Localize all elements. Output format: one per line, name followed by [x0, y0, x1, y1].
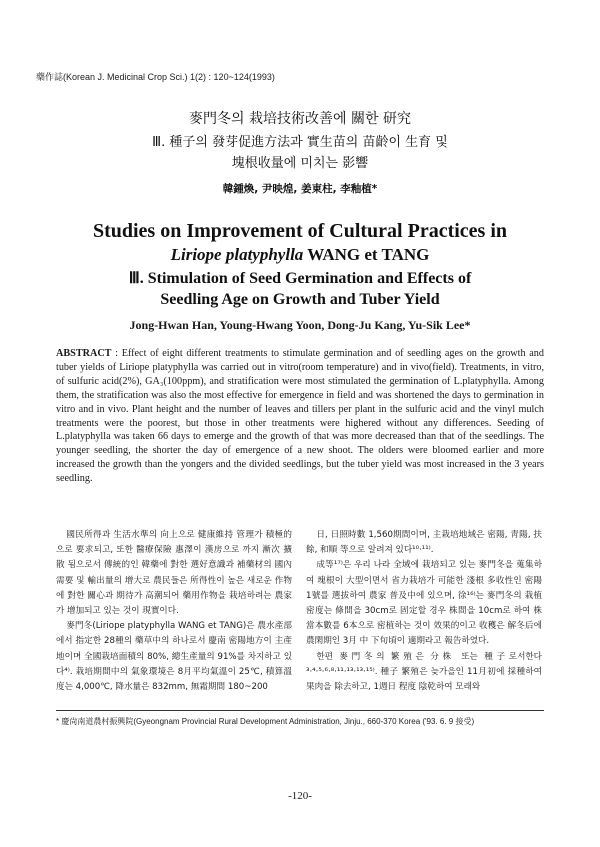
english-authors: Jong-Hwan Han, Young-Hwang Yoon, Dong-Ju Kang, Yu-Sik Lee*	[129, 318, 471, 332]
page-number: -120-	[288, 790, 312, 802]
journal-header: 藥作誌(Korean J. Medicinal Crop Sci.) 1(2) : 120~124(1993)	[36, 72, 275, 82]
english-title-line4: Seedling Age on Growth and Tuber Yield	[160, 291, 440, 308]
korean-authors: 韓鍾煥, 尹映煌, 姜東柱, 李釉植*	[222, 183, 378, 195]
body-paragraph: 麥門冬(Liriope platyphylla WANG et TANG)은 農水產部에서 指定한 28種의 藥草中의 하나로서 慶南 密陽地方이 主產地이며 全國栽培面積의 80%, 總生產量의 91%를 차지하고 있다⁴⁾. 栽培期間中의 氣象環境은 8月平均氣溫이 25℃, 積算溫度는 4,000℃, 降水量은 832mm, 無霜期間 180~200	[56, 621, 292, 693]
body-paragraph: 日, 日照時數 1,560期間이며, 主栽培地域은 密陽, 靑陽, 扶餘, 和順 等으로 알려져 있다¹⁰·¹¹⁾.	[306, 530, 542, 556]
korean-title-line1: 麥門冬의 栽培技術改善에 關한 研究	[189, 111, 411, 127]
body-column-right	[306, 528, 542, 695]
english-title-line3: Ⅲ. Stimulation of Seed Germination and Effects of	[128, 270, 472, 287]
species-name: Liriope platyphylla	[170, 245, 304, 264]
species-authority: WANG et TANG	[303, 245, 430, 264]
korean-title-line2: Ⅲ. 種子의 發芽促進方法과 實生苗의 苗齡이 生育 및	[152, 135, 448, 150]
footnote: * 慶尙南道農村振興院(Gyeongnam Provincial Rural Development Administration, Jinju., 660-370 Korea ('93. 6. 9 接受)	[56, 717, 475, 726]
english-title-line1: Studies on Improvement of Cultural Practices in	[92, 220, 508, 242]
korean-title-line3: 塊根收量에 미치는 影響	[231, 156, 369, 171]
abstract	[56, 347, 544, 486]
english-title-line2	[0, 245, 600, 265]
abstract-label: ABSTRACT	[56, 348, 112, 359]
body-paragraph: 成等¹⁷⁾은 우리 나라 全域에 栽培되고 있는 麥門冬을 蒐集하여 塊根이 大型이면서 省力栽培가 可能한 淺根 多收性인 密陽 1號를 選拔하여 農家 普及中에 있으며, 徐¹⁶⁾는 麥門冬의 栽植密度는 條間을 30cm로 固定할 경우 株間을 10cm로 하여 株當本數를 6本으로 密植하는 것이 效果的이고 收穫은 解冬后에 農閑期인 3月 中 下旬頃이 適期라고 報告하였다.	[306, 560, 542, 647]
body-column-left	[56, 528, 292, 695]
abstract-text: : Effect of eight different treatments to stimulate germination and of seedling ages on the growth and tuber yields of Liriope platyphylla was carried out in vitro(room temperature) and in vivo(field). Treatments, in vitro, of sulfuric acid(2%), GA₃(100ppm), and stratification were most stimulated the germination of L.platyphylla. Among them, the stratification was also the most effective for emergence in field and was shortened the days to germination in vitro and in vivo. Plant height and the number of leaves and tillers per plant in the sulfuric acid and the vinyl mulch treatments were the poorest, but those in other treatments were highered without any differences. Seeding of L.platyphylla was taken 66 days to emerge and the growth of that was more decreased than that of the seedlings. The younger seedling, the shorter the day of emergence of a new shoot. The olders were bloomed earlier and more increased the growth than the yongers and the divided seedlings, but the tuber yield was most increased in the 3 years seedling.	[56, 348, 544, 485]
body-paragraph: 한편 麥門冬의 繁殖은 分株 또는 種子로서한다³·⁴·⁵·⁶·⁸·¹¹·¹³·¹³·¹⁵⁾. 種子 繁殖은 늦가을인 11月初에 採種하여 果肉을 除去하고, 1週日 程度 陰乾하여 모래와	[306, 651, 542, 693]
footnote-divider	[56, 710, 544, 711]
body-paragraph: 國民所得과 生活水準의 向上으로 健康維持 管理가 積極的으로 要求되고, 또한 醫療保險 惠澤이 漢房으로 까지 漸次 擴散 됨으로서 傳統的인 韓藥에 對한 選好意識과 補藥材의 國內 需要 및 輸出量의 增大로 農民들은 所得性이 높은 새로운 作物에 對한 關心과 期待가 高潮되어 藥用作物을 栽培하려는 農家가 增加되고 있는 것이 現實이다.	[56, 530, 292, 617]
